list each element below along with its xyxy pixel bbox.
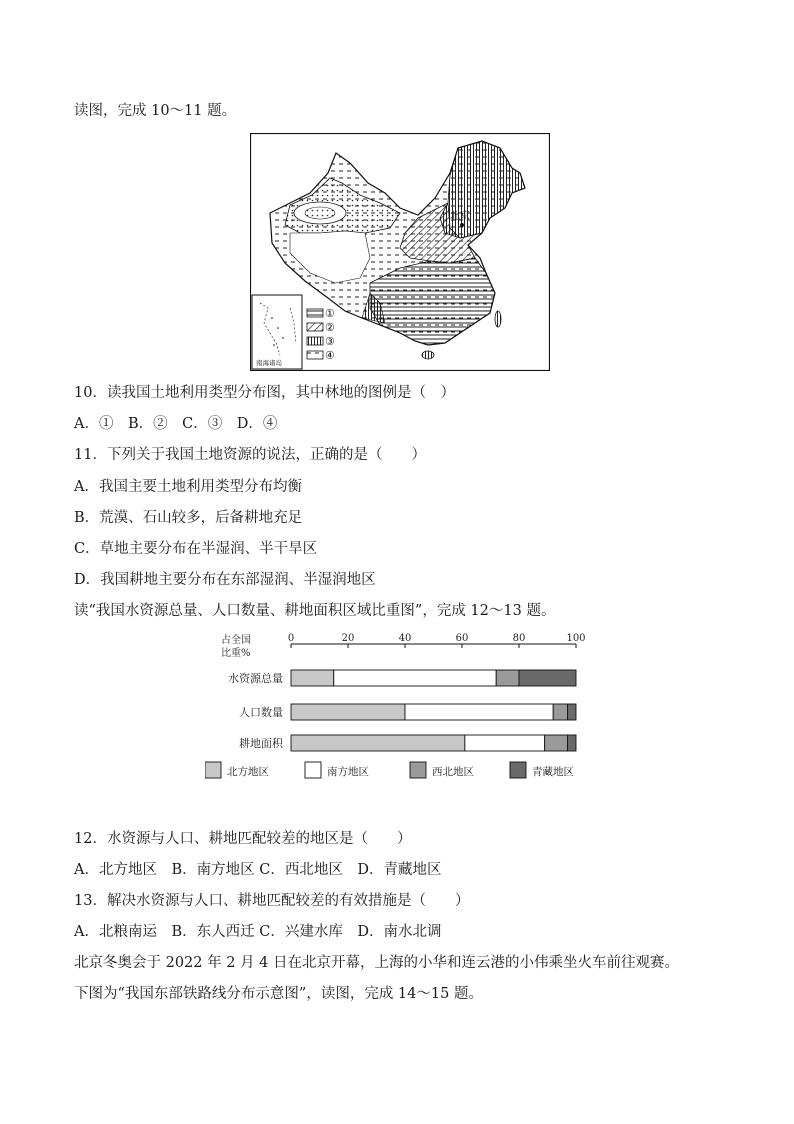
chart-ticks: [288, 633, 586, 648]
chart-legend-label: 北方地区: [227, 766, 269, 778]
chart-category-label: 水资源总量: [228, 672, 283, 685]
intro-10-11: 读图，完成 10～11 题。: [74, 103, 237, 119]
chart-bar-segment: [496, 670, 519, 686]
legend-2: ②: [325, 321, 335, 334]
chart-category-label: 人口数量: [239, 706, 283, 719]
q13-options: A．北粮南运 B．东人西迁 C．兴建水库 D．南水北调: [74, 924, 442, 940]
q12-stem: 12．水资源与人口、耕地匹配较差的地区是（ ）: [74, 831, 412, 847]
chart-legend-label: 西北地区: [432, 766, 474, 778]
taiwan-island: [495, 311, 501, 327]
intro-14-15-line1: 北京冬奥会于 2022 年 2 月 4 日在北京开幕，上海的小华和连云港的小伟乘坐火车前往观赛。: [74, 955, 680, 971]
chart-bar-segment: [553, 704, 567, 720]
chart-tick-label: 60: [455, 633, 469, 644]
beijing-label: 北京: [450, 211, 470, 222]
chart-bar-segment: [291, 735, 465, 751]
q11-option-c: C．草地主要分布在半湿润、半干旱区: [74, 541, 318, 557]
legend-1: ①: [325, 307, 335, 320]
q12-options: A．北方地区 B．南方地区 C．西北地区 D．青藏地区: [74, 862, 442, 878]
chart-bar-segment: [334, 670, 496, 686]
chart-bar-segment: [405, 704, 553, 720]
chart-bar-segment: [545, 735, 568, 751]
intro-14-15-line2: 下图为“我国东部铁路线分布示意图”，读图，完成 14～15 题。: [74, 986, 483, 1002]
basin-core: [305, 207, 335, 219]
q11-option-b: B．荒漠、石山较多，后备耕地充足: [74, 510, 303, 526]
south-sea-inset: [252, 295, 302, 369]
land-use-map: [250, 133, 550, 371]
legend-3: ③: [325, 335, 335, 348]
chart-bar-segment: [567, 704, 576, 720]
hainan-island: [422, 351, 434, 359]
chart-category-label: 耕地面积: [239, 737, 283, 750]
q11-stem: 11．下列关于我国土地资源的说法，正确的是（ ）: [74, 447, 426, 463]
q11-option-d: D．我国耕地主要分布在东部湿润、半湿润地区: [74, 572, 376, 588]
chart-bar-segment: [291, 704, 405, 720]
chart-legend-swatch: [510, 762, 526, 778]
chart-ylabel-line1: 占全国: [221, 635, 251, 646]
chart-tick-label: 100: [566, 633, 586, 644]
q13-stem: 13．解决水资源与人口、耕地匹配较差的有效措施是（ ）: [74, 893, 470, 909]
chart-legend-label: 南方地区: [327, 766, 369, 778]
chart-tick-label: 40: [398, 633, 412, 644]
chart-tick-label: 0: [287, 633, 295, 644]
chart-legend-label: 青藏地区: [532, 766, 574, 778]
beijing-marker: [460, 223, 464, 227]
chart-legend-swatch: [305, 762, 321, 778]
chart-bar-segment: [465, 735, 545, 751]
q10-stem: 10．读我国土地利用类型分布图，其中林地的图例是（ ）: [74, 385, 455, 401]
legend-4: ④: [325, 349, 335, 362]
chart-tick-label: 80: [512, 633, 526, 644]
chart-legend: [205, 762, 574, 778]
intro-12-13: 读“我国水资源总量、人口数量、耕地面积区域比重图”，完成 12～13 题。: [74, 603, 556, 619]
inset-label: 南海诸岛: [256, 359, 282, 367]
chart-bar-segment: [519, 670, 576, 686]
chart-ylabel-line2: 比重%: [221, 648, 251, 659]
region-share-chart: [205, 632, 600, 784]
chart-tick-label: 20: [341, 633, 355, 644]
q11-option-a: A．我国主要土地利用类型分布均衡: [74, 479, 302, 495]
chart-legend-swatch: [205, 762, 221, 778]
q10-options: A．① B．② C．③ D．④: [74, 416, 278, 432]
chart-bar-segment: [291, 670, 334, 686]
chart-bars: [228, 670, 576, 751]
chart-bar-segment: [567, 735, 576, 751]
chart-legend-swatch: [410, 762, 426, 778]
